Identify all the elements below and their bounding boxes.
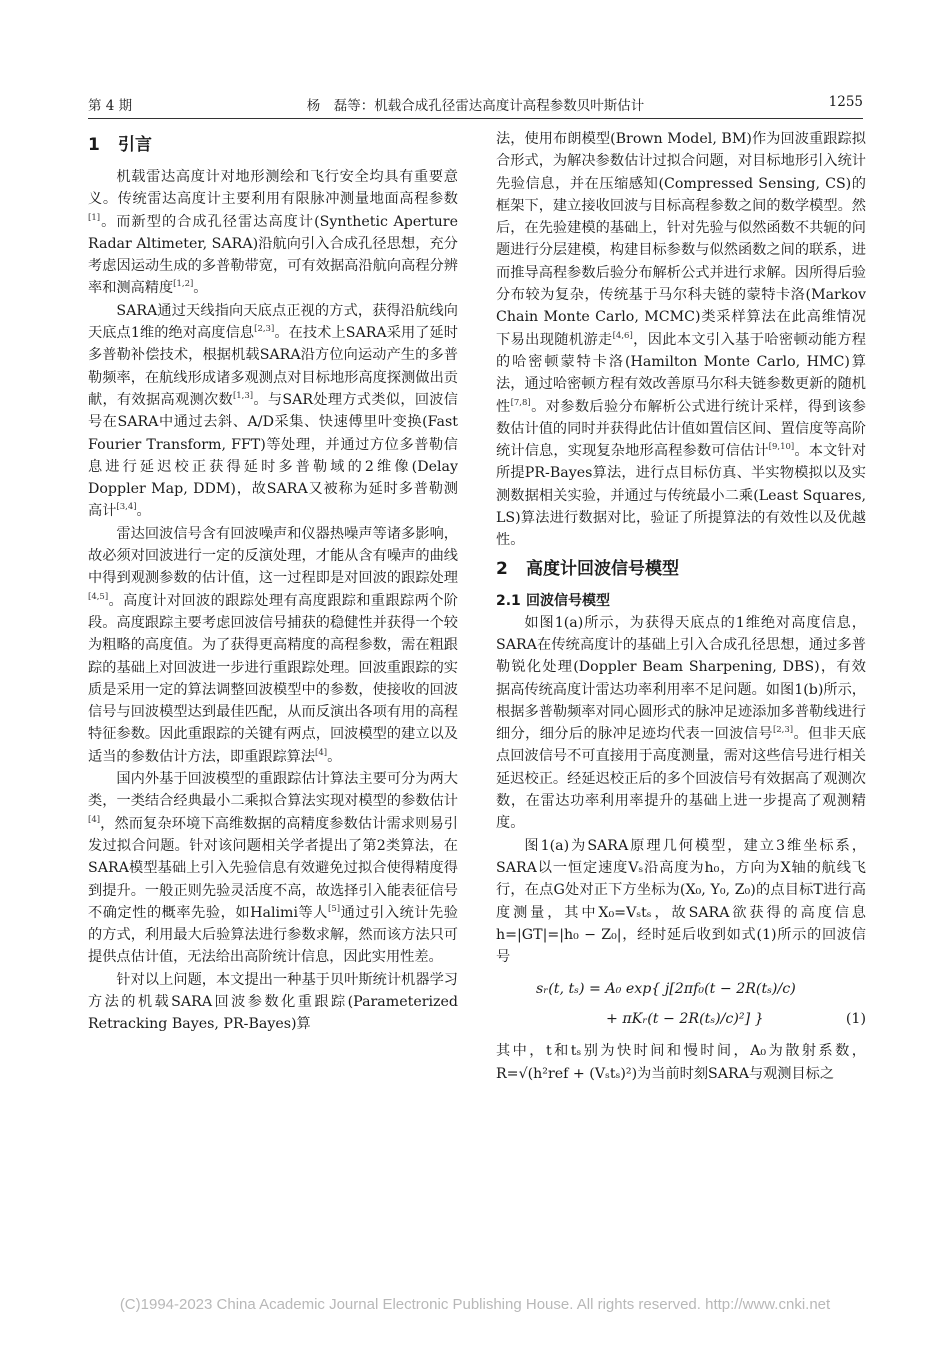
citation: [3,4] (116, 502, 137, 513)
citation: [1,2] (173, 279, 194, 290)
paragraph: 如图1(a)所示，为获得天底点的1维绝对高度信息，SARA在传统高度计的基础上引入合成孔径思想，通过多普勒锐化处理(Doppler Beam Sharpening, DBS)，有效据高传统高度计雷达功率利用率不足问题。如图1(b)所示，根据多普勒频率对同心圆形式的脉冲足迹添加多普勒线进行细分，细分后的脉冲足迹均代表一回波信号[2,3]。但非天底点回波信号不可直接用于高度测量，需对这些信号进行相关延迟校正。经延迟校正后的多个回波信号有效据高了观测次数，在雷达功率利用率提升的基础上进一步提高了观测精度。 (496, 614, 866, 832)
citation: [7,8] (510, 397, 531, 408)
section-number: 2 (496, 558, 508, 579)
paragraph: 雷达回波信号含有回波噪声和仪器热噪声等诸多影响，故必须对回波进行一定的反演处理，才能从含有噪声的曲线中得到观测参数的估计值，这一过程即是对回波的跟踪处理[4,5]。高度计对回波的跟踪处理有高度跟踪和重跟踪两个阶段。高度跟踪主要考虑回波信号捕获的稳健性并获得一个较为粗略的高度值。为了获得更高精度的高程参数，需在粗跟踪的基础上对回波进一步进行重跟踪处理。回波重跟踪的实质是采用一定的算法调整回波模型中的参数，使接收的回波信号与回波模型达到最佳匹配，从而反演出各项有用的高程特征参数。因此重跟踪的关键有两点，回波模型的建立以及适当的参数估计方法，即重跟踪算法[4]。 (88, 525, 458, 765)
citation: [1,3] (232, 390, 254, 401)
subsection-2-1-heading (496, 590, 866, 612)
paragraph: 机载雷达高度计对地形测绘和飞行安全均具有重要意义。传统雷达高度计主要利用有限脉冲测量地面高程参数[1]。而新型的合成孔径雷达高度计(Synthetic Aperture Radar Altimeter, SARA)沿航向引入合成孔径思想，充分考虑因运动生成的多普勒带宽，可有效据高沿航向高程分辨率和测高精度[1,2]。 (88, 169, 458, 297)
paragraph: 图1(a)为SARA原理几何模型，建立3维坐标系，SARA以一恒定速度Vₛ沿高度为h₀，方向为X轴的航线飞行，在点G处对正下方坐标为(X₀, Y₀, Z₀)的点目标T进行高度测量，其中X₀=Vₛtₛ，故SARA欲获得的高度信息h=|GT|=|h₀ − Z₀|，经时延后收到如式(1)所示的回波信号 (496, 837, 866, 966)
citation: [9,10] (768, 442, 795, 453)
citation: [4,6] (612, 330, 633, 341)
running-header (88, 90, 863, 116)
section-1-heading (88, 132, 458, 158)
citation: [2,3] (772, 725, 794, 736)
section-title: 引言 (118, 135, 152, 155)
right-column (496, 128, 866, 1085)
equation-line: + πKᵣ(t − 2R(tₛ)/c)²] } (1) (496, 1004, 866, 1034)
running-title: 杨 磊等：机载合成孔径雷达高度计高程参数贝叶斯估计 (306, 98, 645, 114)
citation: [4] (88, 814, 101, 825)
paragraph: SARA通过天线指向天底点正视的方式，获得沿航线向天底点1维的绝对高度信息[2,3]。在技术上SARA采用了延时多普勒补偿技术，根据机载SARA沿方位向运动产生的多普勒频率，在航线形成诸多观测点对目标地形高度探测做出贡献，有效据高观测次数[1,3]。与SAR处理方式类似，回波信号在SARA中通过去斜、A/D采集、快速傅里叶变换(Fast Fourier Transform, FFT)等处理，并通过方位多普勒信息进行延迟校正获得延时多普勒域的2维像(Delay Doppler Map, DDM)，故SARA又被称为延时多普勒测高计[3,4]。 (88, 302, 458, 520)
section-title: 高度计回波信号模型 (526, 558, 679, 579)
equation-line: sᵣ(t, tₛ) = A₀ exp{ j[2πf₀(t − 2R(tₛ)/c) (536, 981, 796, 998)
subsection-number: 2.1 (496, 592, 521, 609)
section-2-heading (496, 556, 866, 582)
citation: [4] (315, 747, 328, 758)
equation-1 (496, 974, 866, 1034)
left-column (88, 128, 458, 1036)
citation: [4,5] (88, 591, 109, 602)
subsection-title: 回波信号模型 (526, 592, 610, 609)
equation-number: (1) (845, 1011, 866, 1028)
header-rule (88, 118, 863, 119)
citation: [2,3] (254, 324, 275, 335)
issue-number: 第 4 期 (88, 98, 133, 114)
citation: [5] (328, 903, 341, 914)
paragraph: 法，使用布朗模型(Brown Model, BM)作为回波重跟踪拟合形式，为解决参数估计过拟合问题，对目标地形引入统计先验信息，并在压缩感知(Compressed Sensing, CS)的框架下，建立接收回波与目标高程参数之间的数学模型。然后，在先验建模的基础上，针对先验与似然函数不共轭的问题进行分层建模，构建目标参数与似然函数之间的联系，进而推导高程参数后验分布解析公式并进行求解。因所得后验分布较为复杂，传统基于马尔科夫链的蒙特卡洛(Markov Chain Monte Carlo, MCMC)类采样算法在此高维情况下易出现随机游走[4,6]，因此本文引入基于哈密顿动能方程的哈密顿蒙特卡洛(Hamilton Monte Carlo, HMC)算法，通过哈密顿方程有效改善原马尔科夫链参数更新的随机性[7,8]。对参数后验分布解析公式进行统计采样，得到该参数估计值的同时并获得此估计值如置信区间、置信度等高阶统计信息，实现复杂地形高程参数可信估计[9,10]。本文针对所提PR-Bayes算法，进行点目标仿真、半实物模拟以及实测数据相关实验，并通过与传统最小二乘(Least Squares, LS)算法进行数据对比，验证了所提算法的有效性以及优越性。 (496, 131, 866, 549)
citation: [1] (88, 212, 101, 223)
section-number: 1 (88, 135, 100, 155)
paragraph: 其中，t和tₛ别为快时间和慢时间，A₀为散射系数，R=√(h²ref + (Vₛtₛ)²)为当前时刻SARA与观测目标之 (496, 1043, 866, 1082)
page-number: 1255 (828, 94, 863, 110)
copyright-footer: (C)1994-2023 China Academic Journal Electronic Publishing House. All rights reserved. http://www.cnki.net (119, 1296, 831, 1313)
paragraph: 国内外基于回波模型的重跟踪估计算法主要可分为两大类，一类结合经典最小二乘拟合算法实现对模型的参数估计[4]，然而复杂环境下高维数据的高精度参数估计需求则易引发过拟合问题。针对该问题相关学者提出了第2类算法，在SARA模型基础上引入先验信息有效避免过拟合使得精度得到提升。一般正则先验灵活度不高，故选择引入能表征信号不确定性的概率先验，如Halimi等人[5]通过引入统计先验的方式，利用最大后验算法进行参数求解，然而该方法只可提供点估计值，无法给出高阶统计信息，因此实用性差。 (88, 771, 458, 966)
paragraph: 针对以上问题，本文提出一种基于贝叶斯统计机器学习方法的机载SARA回波参数化重跟踪(Parameterized Retracking Bayes, PR-Bayes)算 (88, 971, 458, 1033)
